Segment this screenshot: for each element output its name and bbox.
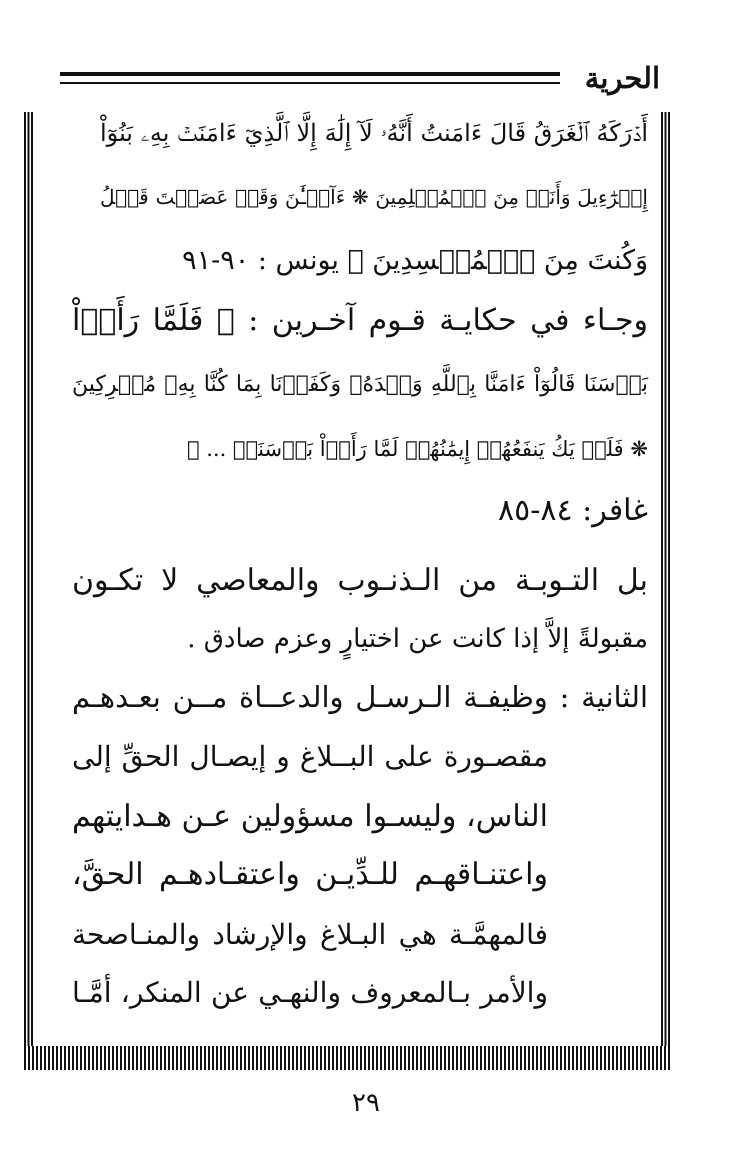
text-line: مقصـورة على البــلاغ و إيصـال الحقِّ إلى bbox=[72, 740, 548, 773]
left-border-rule bbox=[24, 112, 33, 1067]
quran-line: أَدۡرَكَهُ ٱلۡغَرَقُ قَالَ ءَامَنتُ أَنَّهُۥ لَآ إِلَٰهَ إِلَّا ٱلَّذِيٓ ءَامَنَتۡ بِهِۦ بَنُوٓاْ bbox=[100, 119, 648, 147]
text-line: مقبولةً إلاَّ إذا كانت عن اختيارٍ وعزم صادق . bbox=[187, 624, 648, 654]
right-border-rule bbox=[661, 112, 670, 1067]
text-line: والأمر بـالمعروف والنهـي عن المنكر، أمَّـا bbox=[72, 976, 548, 1009]
quran-line: وَكُنتَ مِنَ ٱلۡمُفۡسِدِينَ ﴾ يونس : ٩٠-٩١ bbox=[182, 245, 648, 276]
text-line: الناس، وليسـوا مسؤولين عـن هـدايتهم bbox=[72, 799, 548, 834]
running-header bbox=[20, 58, 660, 98]
quran-line: بَأۡسَنَا قَالُوٓاْ ءَامَنَّا بِٱللَّهِ وَحۡدَهُۥ وَكَفَرۡنَا بِمَا كُنَّا بِهِۦ مُشۡرِكِينَ bbox=[72, 372, 648, 397]
quran-line: إِسۡرَٰٓءِيلَ وَأَنَا۠ مِنَ ٱلۡمُسۡلِمِينَ ❋ ءَآلۡـَٰٔنَ وَقَدۡ عَصَيۡتَ قَبۡلُ bbox=[100, 185, 648, 209]
text-line: وجـاء في حكايـة قـوم آخـرين : ﴿ فَلَمَّا رَأَوۡاْ bbox=[72, 303, 648, 338]
header-rule bbox=[60, 72, 560, 84]
text-line: واعتنـاقهـم للـدِّيـن واعتقـادهـم الحقَّ، bbox=[72, 857, 548, 892]
text-line: بل التـوبـة من الـذنـوب والمعاصي لا تكـون bbox=[72, 563, 648, 598]
chapter-title: الحرية bbox=[584, 61, 660, 95]
text-line: الثانية : وظيفـة الـرسـل والدعــاة مــن بعـدهـم bbox=[72, 680, 648, 714]
footer-rule bbox=[24, 1046, 670, 1070]
text-line: فالمهمَّـة هي البـلاغ والإرشاد والمنـاصحة bbox=[72, 918, 548, 951]
page-number: ٢٩ bbox=[352, 1088, 380, 1118]
quran-line: ❋ فَلَمۡ يَكُ يَنفَعُهُمۡ إِيمَٰنُهُمۡ لَمَّا رَأَوۡاْ بَأۡسَنَاۖ ... ﴾ bbox=[186, 437, 648, 461]
verse-reference: غافر: ٨٤-٨٥ bbox=[498, 493, 648, 528]
